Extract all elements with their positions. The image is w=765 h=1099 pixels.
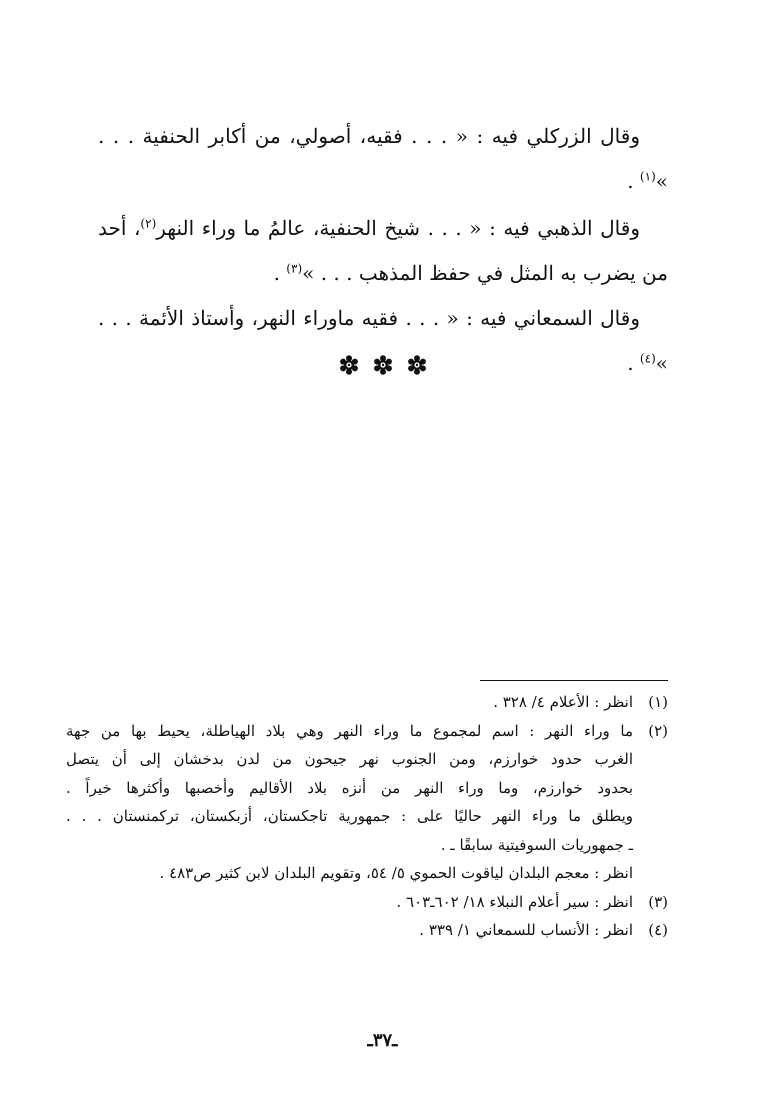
footnotes [66, 688, 668, 945]
paragraph-samani-end: . [627, 351, 640, 375]
section-divider-ornaments [0, 355, 765, 375]
main-text [98, 114, 668, 386]
paragraph-dhahabi-text-b: ، أحد من يضرب به المثل في حفظ المذهب . . . » [98, 216, 668, 285]
footnote-text-line: الغرب حدود خوارزم، ومن الجنوب نهر جيحون من لدن بدخشان إلى أن يتصل [66, 750, 633, 768]
flower-ornament-icon [339, 355, 359, 375]
paragraph-zirikli-end: . [627, 169, 640, 193]
footnote-text-line: ما وراء النهر : اسم لمجموع ما وراء النهر وهي بلاد الهياطلة، يحيط بها من جهة [66, 721, 633, 740]
page-number: ـ٣٧ـ [367, 1030, 398, 1051]
flower-ornament-icon [373, 355, 393, 375]
footnote-text: انظر : الأنساب للسمعاني ١/ ٣٣٩ . [419, 921, 633, 939]
paragraph-dhahabi-text-a: وقال الذهبي فيه : « . . . شيخ الحنفية، عالمُ ما وراء النهر [156, 216, 640, 240]
footnote-1 [66, 688, 668, 717]
footnote-ref-4: (٤) [639, 351, 656, 366]
footnote-4 [66, 916, 668, 945]
paragraph-dhahabi-end: . [273, 261, 287, 285]
paragraph-dhahabi [98, 206, 668, 296]
footnote-text-line: ويطلق ما وراء النهر حاليًا على : جمهورية تاجكستان، أزبكستان، تركمنستان . . . [66, 807, 633, 825]
footnote-number: (٣) [648, 892, 668, 911]
flower-ornament-icon [407, 355, 427, 375]
footnote-ref-1: (١) [639, 169, 656, 184]
footnote-text: انظر : سير أعلام النبلاء ١٨/ ٦٠٢ـ٦٠٣ . [396, 892, 633, 911]
footnote-ref-3: (٣) [286, 261, 303, 276]
paragraph-zirikli-text: وقال الزركلي فيه : « . . . فقيه، أصولي، من أكابر الحنفية . . . » [98, 124, 668, 193]
paragraph-samani-text: وقال السمعاني فيه : « . . . فقيه ماوراء النهر، وأستاذ الأئمة . . . » [98, 306, 668, 375]
footnote-text-line: انظر : معجم البلدان لياقوت الحموي ٥/ ٥٤، وتقويم البلدان لابن كثير ص٤٨٣ . [159, 864, 633, 882]
footnote-number: (١) [648, 693, 668, 711]
footnote-text-line: ـ جمهوريات السوفيتية سابقًا ـ . [440, 835, 633, 854]
footnote-ref-2: (٢) [140, 216, 157, 231]
footnote-number: (٢) [648, 721, 668, 740]
footnote-3 [66, 888, 668, 917]
paragraph-zirikli [98, 114, 668, 204]
footnote-text: انظر : الأعلام ٤/ ٣٢٨ . [493, 693, 633, 711]
footnote-2 [66, 717, 668, 888]
footnote-separator-line [480, 680, 668, 681]
footnote-text-line: بحدود خوارزم، وما وراء النهر من أنزه بلاد الأقاليم وأخصبها وأكثرها خيراً . [66, 778, 633, 797]
footnote-number: (٤) [648, 921, 668, 939]
